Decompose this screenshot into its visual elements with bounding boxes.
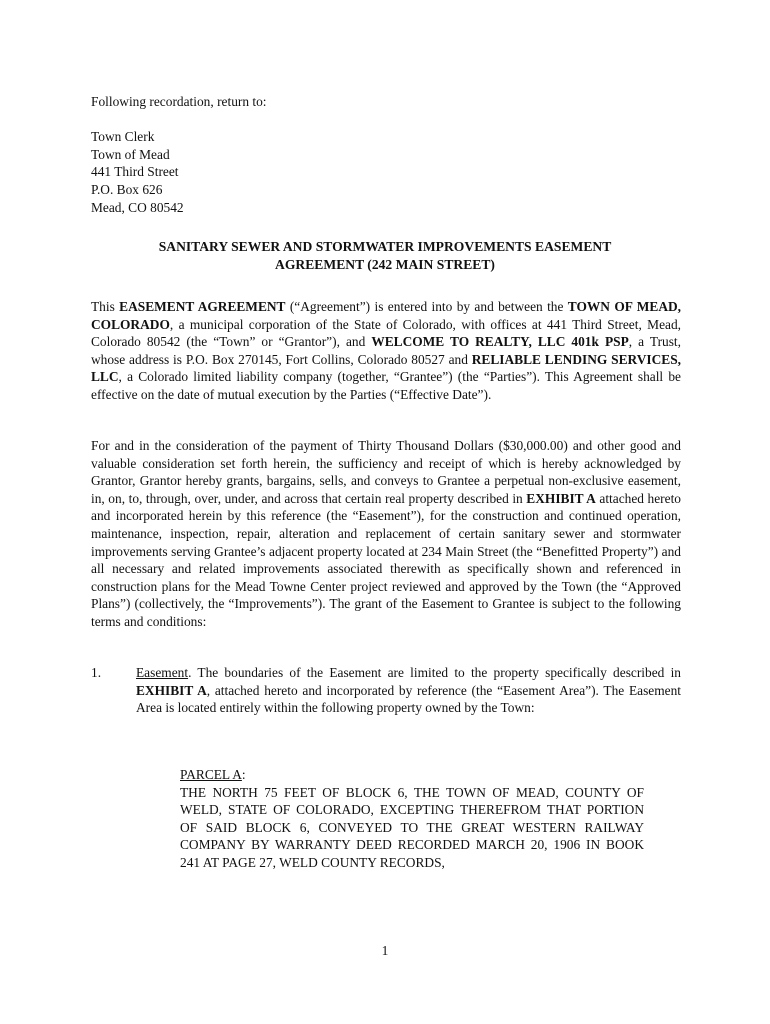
grant-paragraph: For and in the consideration of the payment of Thirty Thousand Dollars ($30,000.00) and other good and valuable consideration set forth herein, the sufficiency and receipt of which is hereby acknowledged by Grantor, Grantor hereby grants, bargains, sells, and conveys to Grantee a perpetual non-exclusive easement, in, on, to, through, over, under, and across that certain real property described in EXHIBIT A attached hereto and incorporated herein by this reference (the “Easement”), for the construction and continued operation, maintenance, inspection, repair, alteration and replacement of certain sanitary sewer and stormwater improvements serving Grantee’s adjacent property located at 234 Main Street (the “Benefitted Property”) and all necessary and related improvements associated therewith as specifically shown and referenced in construction plans for the Mead Towne Center project reviewed and approved by the Town (the “Approved Plans”) (collectively, the “Improvements”). The grant of the Easement to Grantee is subject to the following terms and conditions:	[91, 438, 681, 629]
return-heading: Following recordation, return to:	[91, 94, 267, 109]
return-address-block	[91, 93, 491, 216]
return-line: Mead, CO 80542	[91, 199, 184, 215]
parcel-text: THE NORTH 75 FEET OF BLOCK 6, THE TOWN OF MEAD, COUNTY OF WELD, STATE OF COLORADO, EXCEPTING THEREFROM THAT PORTION OF SAID BLOCK 6, CONVEYED TO THE GREAT WESTERN RAILWAY COMPANY BY WARRANTY DEED RECORDED MARCH 20, 1906 IN BOOK 241 AT PAGE 27, WELD COUNTY RECORDS,	[180, 784, 644, 870]
section-1	[91, 664, 681, 717]
return-line: Town of Mead	[91, 146, 170, 162]
bold-term: WELCOME TO REALTY, LLC 401k PSP	[371, 334, 629, 350]
section-number: 1.	[91, 665, 102, 680]
bold-term: TOWN OF MEAD, COLORADO	[91, 299, 682, 332]
return-line: P.O. Box 626	[91, 181, 163, 197]
return-line: 441 Third Street	[91, 164, 179, 180]
document-title	[91, 238, 679, 273]
intro-paragraph: This EASEMENT AGREEMENT (“Agreement”) is entered into by and between the TOWN OF MEAD, COLORADO, a municipal corporation of the State of Colorado, with offices at 441 Third Street, Mead, Colorado 80542 (the “Town” or “Grantor”), and WELCOME TO REALTY, LLC 401k PSP, a Trust, whose address is P.O. Box 270145, Fort Collins, Colorado 80527 and RELIABLE LENDING SERVICES, LLC, a Colorado limited liability company (together, “Grantee”) (the “Parties”). This Agreement shall be effective on the date of mutual execution by the Parties (“Effective Date”).	[91, 299, 682, 402]
bold-term: RELIABLE LENDING SERVICES, LLC	[91, 351, 681, 385]
title-line-1: SANITARY SEWER AND STORMWATER IMPROVEMENTS EASEMENT	[158, 239, 612, 254]
bold-term: EXHIBIT A	[136, 682, 207, 698]
return-line: Town Clerk	[91, 129, 155, 145]
section-body: Easement. The boundaries of the Easement are limited to the property specifically described in EXHIBIT A, attached hereto and incorporated by reference (the “Easement Area”). The Easement Area is located entirely within the following property owned by the Town:	[136, 665, 682, 716]
section-heading: Easement	[136, 665, 189, 680]
page-number: 1	[381, 943, 389, 958]
parcel-heading: PARCEL A	[180, 767, 242, 782]
bold-term: EASEMENT AGREEMENT	[119, 299, 286, 314]
parcel-description: PARCEL A: THE NORTH 75 FEET OF BLOCK 6, THE TOWN OF MEAD, COUNTY OF WELD, STATE OF COLORADO, EXCEPTING THEREFROM THAT PORTION OF SAID BLOCK 6, CONVEYED TO THE GREAT WESTERN RAILWAY COMPANY BY WARRANTY DEED RECORDED MARCH 20, 1906 IN BOOK 241 AT PAGE 27, WELD COUNTY RECORDS,	[180, 767, 644, 870]
title-line-2: AGREEMENT (242 MAIN STREET)	[275, 256, 495, 272]
bold-term: EXHIBIT A	[526, 490, 596, 506]
